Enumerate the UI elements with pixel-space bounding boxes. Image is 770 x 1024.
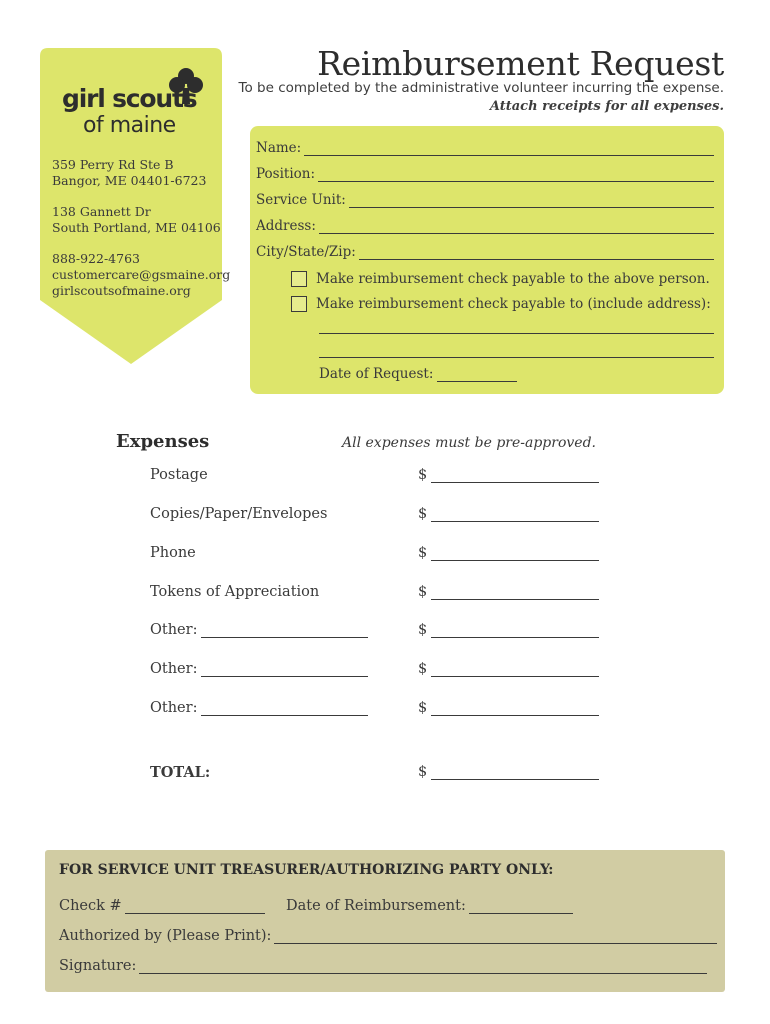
other-description-line[interactable] [201, 702, 368, 716]
contact-info [52, 251, 230, 299]
address-line: Bangor, ME 04401-6723 [52, 173, 207, 188]
expense-other-1[interactable] [150, 622, 368, 638]
date-of-request-field[interactable] [319, 366, 517, 382]
field-label: City/State/Zip: [256, 244, 356, 260]
expense-other-2[interactable] [150, 661, 368, 677]
amount-postage[interactable] [418, 467, 599, 483]
receipts-note: Attach receipts for all expenses. [489, 99, 724, 114]
field-label: Address: [256, 218, 316, 234]
city-state-zip-field[interactable] [256, 242, 714, 260]
signature-label: Signature: [59, 958, 137, 974]
authorized-by-input-line[interactable] [274, 930, 717, 944]
dollar-sign: $ [418, 584, 428, 600]
logo-text-of-maine: of maine [83, 113, 176, 138]
other-description-line[interactable] [201, 663, 368, 677]
other-label: Other: [150, 661, 198, 677]
expense-label-tokens: Tokens of Appreciation [150, 584, 320, 600]
payable-above-checkbox[interactable] [291, 271, 307, 287]
amount-input-line[interactable] [431, 547, 599, 561]
position-field[interactable] [256, 164, 714, 182]
position-input-line[interactable] [318, 169, 714, 182]
payable-above-option[interactable] [291, 271, 710, 287]
signature-field[interactable] [59, 958, 707, 974]
pre-approval-note: All expenses must be pre-approved. [342, 435, 596, 451]
city-state-zip-input-line[interactable] [359, 247, 714, 260]
dollar-sign: $ [418, 545, 428, 561]
expenses-heading: Expenses [116, 431, 210, 452]
dollar-sign: $ [418, 700, 428, 716]
amount-other-2[interactable] [418, 661, 599, 677]
address-line: South Portland, ME 04106 [52, 220, 221, 235]
amount-other-3[interactable] [418, 700, 599, 716]
amount-input-line[interactable] [431, 469, 599, 483]
amount-phone[interactable] [418, 545, 599, 561]
amount-total[interactable] [418, 764, 599, 780]
amount-other-1[interactable] [418, 622, 599, 638]
address-bangor [52, 157, 206, 189]
amount-input-line[interactable] [431, 624, 599, 638]
logo-text-girl-scouts: girl scouts [62, 84, 197, 113]
expense-other-3[interactable] [150, 700, 368, 716]
amount-input-line[interactable] [431, 663, 599, 677]
payable-above-label: Make reimbursement check payable to the above person. [316, 271, 710, 287]
address-line: 138 Gannett Dr [52, 204, 151, 219]
dollar-sign: $ [418, 622, 428, 638]
signature-input-line[interactable] [139, 960, 707, 974]
amount-input-line[interactable] [431, 702, 599, 716]
expense-label-copies: Copies/Paper/Envelopes [150, 506, 328, 522]
dollar-sign: $ [418, 661, 428, 677]
dollar-sign: $ [418, 467, 428, 483]
date-of-reimbursement-field[interactable] [286, 898, 573, 914]
payee-address-line-1[interactable] [319, 333, 714, 334]
expense-label-postage: Postage [150, 467, 208, 483]
amount-input-line[interactable] [431, 586, 599, 600]
other-label: Other: [150, 622, 198, 638]
check-number-label: Check # [59, 898, 122, 914]
field-label: Name: [256, 140, 302, 156]
address-south-portland [52, 204, 221, 236]
check-number-field[interactable] [59, 898, 265, 914]
website: girlscoutsofmaine.org [52, 283, 191, 298]
email-address: customercare@gsmaine.org [52, 267, 231, 282]
payee-address-line-2[interactable] [319, 357, 714, 358]
name-field[interactable] [256, 138, 714, 156]
check-number-input-line[interactable] [125, 900, 265, 914]
dollar-sign: $ [418, 764, 428, 780]
treasurer-panel-title: FOR SERVICE UNIT TREASURER/AUTHORIZING PARTY ONLY: [59, 862, 554, 878]
other-description-line[interactable] [201, 624, 368, 638]
amount-copies[interactable] [418, 506, 599, 522]
date-of-reimbursement-label: Date of Reimbursement: [286, 898, 466, 914]
total-label: TOTAL: [150, 764, 211, 781]
field-label: Service Unit: [256, 192, 346, 208]
name-input-line[interactable] [304, 143, 714, 156]
page-title: Reimbursement Request [317, 44, 724, 83]
expense-label-phone: Phone [150, 545, 196, 561]
payable-other-label: Make reimbursement check payable to (include address): [316, 296, 711, 312]
amount-input-line[interactable] [431, 766, 599, 780]
date-of-request-label: Date of Request: [319, 366, 434, 382]
phone-number: 888-922-4763 [52, 251, 140, 266]
address-field[interactable] [256, 216, 714, 234]
service-unit-input-line[interactable] [349, 195, 714, 208]
other-label: Other: [150, 700, 198, 716]
date-of-reimbursement-input-line[interactable] [469, 900, 573, 914]
authorized-by-field[interactable] [59, 928, 717, 944]
payable-other-checkbox[interactable] [291, 296, 307, 312]
amount-tokens[interactable] [418, 584, 599, 600]
field-label: Position: [256, 166, 316, 182]
service-unit-field[interactable] [256, 190, 714, 208]
address-line: 359 Perry Rd Ste B [52, 157, 174, 172]
date-of-request-input-line[interactable] [437, 369, 517, 382]
subtitle: To be completed by the administrative volunteer incurring the expense. [238, 80, 724, 96]
authorized-by-label: Authorized by (Please Print): [59, 928, 272, 944]
address-input-line[interactable] [319, 221, 714, 234]
amount-input-line[interactable] [431, 508, 599, 522]
dollar-sign: $ [418, 506, 428, 522]
payable-other-option[interactable] [291, 296, 711, 312]
